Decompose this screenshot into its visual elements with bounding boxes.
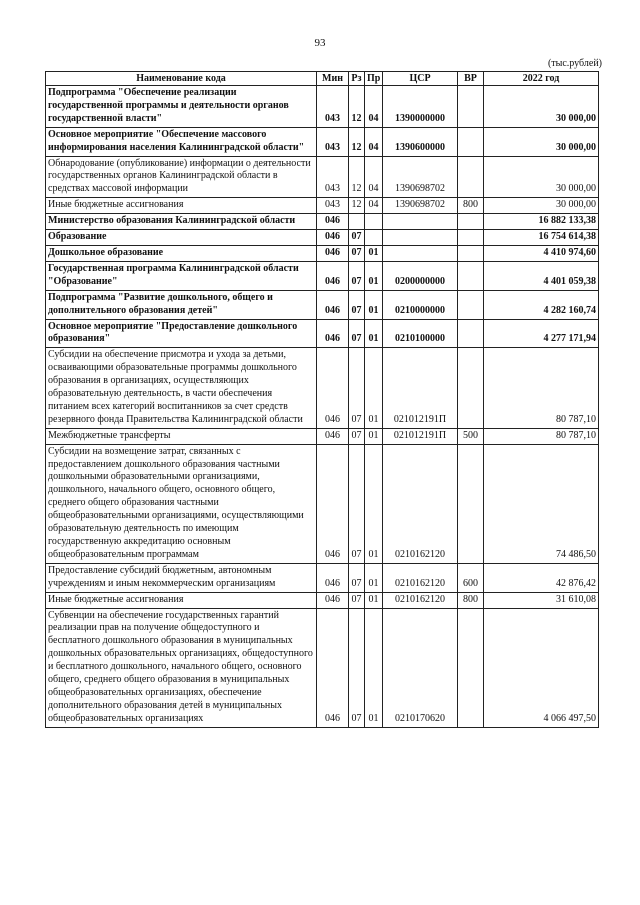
cell-amount: 4 401 059,38 [484,261,599,290]
cell-vr [458,261,484,290]
cell-rz: 12 [349,198,365,214]
cell-min: 046 [317,348,349,428]
cell-amount: 30 000,00 [484,127,599,156]
cell-name: Основное мероприятие "Обеспечение массового информирования населения Калининградской области" [46,127,317,156]
cell-pr: 04 [365,86,383,128]
cell-vr: 600 [458,563,484,592]
page-number: 93 [314,37,326,49]
table-row [46,230,599,246]
cell-name: Иные бюджетные ассигнования [46,198,317,214]
cell-name: Межбюджетные трансферты [46,428,317,444]
cell-rz [349,214,365,230]
header-csr: ЦСР [383,72,458,86]
cell-min: 043 [317,127,349,156]
cell-min: 043 [317,198,349,214]
cell-name: Образование [46,230,317,246]
cell-rz: 07 [349,348,365,428]
cell-csr [383,245,458,261]
cell-amount: 30 000,00 [484,198,599,214]
cell-vr [458,444,484,563]
cell-pr: 01 [365,245,383,261]
cell-csr: 1390600000 [383,127,458,156]
cell-rz: 07 [349,444,365,563]
cell-amount: 16 754 614,38 [484,230,599,246]
cell-amount: 74 486,50 [484,444,599,563]
header-pr: Пр [365,72,383,86]
cell-rz: 07 [349,245,365,261]
header-year: 2022 год [484,72,599,86]
cell-min: 043 [317,156,349,198]
cell-rz: 07 [349,290,365,319]
cell-csr: 021012191П [383,428,458,444]
cell-rz: 07 [349,563,365,592]
cell-csr: 0200000000 [383,261,458,290]
cell-vr [458,86,484,128]
cell-rz: 07 [349,261,365,290]
cell-min: 046 [317,592,349,608]
cell-amount: 80 787,10 [484,348,599,428]
cell-csr: 1390698702 [383,156,458,198]
cell-min: 046 [317,319,349,348]
cell-csr: 021012191П [383,348,458,428]
cell-min: 046 [317,428,349,444]
cell-rz: 07 [349,592,365,608]
cell-amount: 16 882 133,38 [484,214,599,230]
cell-pr: 04 [365,156,383,198]
header-min: Мин [317,72,349,86]
cell-rz: 12 [349,127,365,156]
cell-vr [458,245,484,261]
cell-name: Подпрограмма "Развитие дошкольного, общего и дополнительного образования детей" [46,290,317,319]
cell-vr [458,319,484,348]
cell-vr [458,230,484,246]
budget-table [45,71,599,728]
cell-rz: 12 [349,156,365,198]
cell-vr [458,348,484,428]
cell-name: Подпрограмма "Обеспечение реализации государственной программы и деятельности органов государственной власти" [46,86,317,128]
cell-pr: 01 [365,348,383,428]
cell-csr: 0210100000 [383,319,458,348]
cell-min: 046 [317,290,349,319]
table-header-row [46,72,599,86]
cell-min: 046 [317,444,349,563]
cell-pr: 01 [365,290,383,319]
table-row [46,290,599,319]
cell-name: Министерство образования Калининградской области [46,214,317,230]
cell-name: Субсидии на возмещение затрат, связанных с предоставлением дошкольного образования частными дошкольными образовательными организациями, дошкольного, начального общего, основного общего, среднего общего образования частными общеобразовательными организациями, осуществляющими образовательную деятельность по имеющим государственную аккредитацию основным общеобразовательным программам [46,444,317,563]
cell-min: 046 [317,230,349,246]
table-row [46,592,599,608]
table-row [46,563,599,592]
cell-rz: 07 [349,319,365,348]
cell-min: 043 [317,86,349,128]
cell-vr [458,214,484,230]
cell-min: 046 [317,245,349,261]
cell-name: Субвенции на обеспечение государственных гарантий реализации прав на получение общедоступного и бесплатного дошкольного образования в муниципальных дошкольных образовательных организациях, общедоступного и бесплатного дошкольного, начального общего, основного общего, среднего общего образования в муниципальных общеобразовательных организациях, обеспечение дополнительного образования детей в муниципальных общеобразовательных организациях [46,608,317,727]
cell-pr [365,230,383,246]
cell-vr: 800 [458,198,484,214]
cell-vr [458,608,484,727]
cell-pr: 04 [365,127,383,156]
cell-rz: 07 [349,428,365,444]
cell-csr: 0210162120 [383,444,458,563]
cell-vr: 800 [458,592,484,608]
cell-vr [458,127,484,156]
cell-pr: 01 [365,428,383,444]
table-row [46,214,599,230]
cell-rz: 07 [349,608,365,727]
cell-pr: 01 [365,444,383,563]
cell-csr: 0210162120 [383,563,458,592]
cell-csr: 1390000000 [383,86,458,128]
cell-min: 046 [317,214,349,230]
header-rz: Рз [349,72,365,86]
cell-pr: 01 [365,319,383,348]
cell-amount: 4 066 497,50 [484,608,599,727]
cell-amount: 42 876,42 [484,563,599,592]
cell-pr: 01 [365,261,383,290]
cell-name: Иные бюджетные ассигнования [46,592,317,608]
cell-name: Обнародование (опубликование) информации о деятельности государственных органов Калининградской области в средствах массовой информации [46,156,317,198]
cell-rz: 12 [349,86,365,128]
cell-name: Субсидии на обеспечение присмотра и ухода за детьми, осваивающими образовательные программы дошкольного образования в организациях, осуществляющих образовательную деятельность, в части обеспечения питанием всех категорий воспитанников за счет средств резервного фонда Правительства Калининградской области [46,348,317,428]
cell-vr: 500 [458,428,484,444]
cell-min: 046 [317,608,349,727]
cell-pr: 01 [365,563,383,592]
units-label: (тыс.рублей) [547,58,602,69]
table-row [46,156,599,198]
table-row [46,428,599,444]
cell-pr: 01 [365,592,383,608]
cell-csr: 1390698702 [383,198,458,214]
table-row [46,608,599,727]
cell-rz: 07 [349,230,365,246]
cell-vr [458,156,484,198]
cell-csr: 0210162120 [383,592,458,608]
table-row [46,245,599,261]
cell-amount: 80 787,10 [484,428,599,444]
table-row [46,319,599,348]
cell-name: Предоставление субсидий бюджетным, автономным учреждениям и иным некоммерческим организациям [46,563,317,592]
cell-vr [458,290,484,319]
cell-pr [365,214,383,230]
cell-amount: 4 410 974,60 [484,245,599,261]
cell-pr: 01 [365,608,383,727]
header-name: Наименование кода [46,72,317,86]
table-row [46,198,599,214]
table-row [46,261,599,290]
cell-amount: 31 610,08 [484,592,599,608]
cell-amount: 4 282 160,74 [484,290,599,319]
table-row [46,86,599,128]
cell-name: Основное мероприятие "Предоставление дошкольного образования" [46,319,317,348]
table-row [46,348,599,428]
cell-csr: 0210170620 [383,608,458,727]
header-vr: ВР [458,72,484,86]
cell-amount: 4 277 171,94 [484,319,599,348]
cell-name: Дошкольное образование [46,245,317,261]
table-row [46,127,599,156]
table-body [46,86,599,728]
cell-name: Государственная программа Калининградской области "Образование" [46,261,317,290]
cell-min: 046 [317,261,349,290]
cell-min: 046 [317,563,349,592]
cell-csr [383,214,458,230]
cell-csr: 0210000000 [383,290,458,319]
cell-amount: 30 000,00 [484,86,599,128]
cell-amount: 30 000,00 [484,156,599,198]
cell-pr: 04 [365,198,383,214]
cell-csr [383,230,458,246]
table-row [46,444,599,563]
